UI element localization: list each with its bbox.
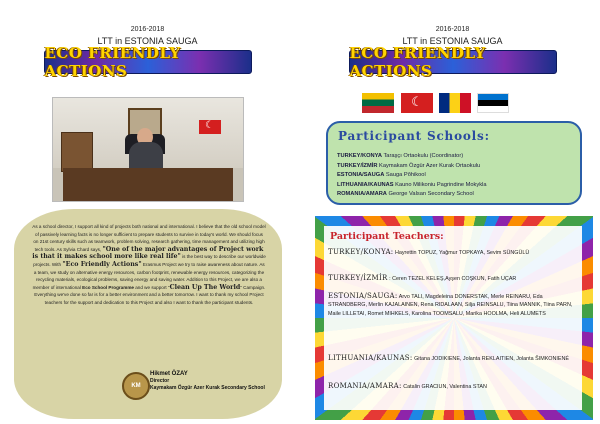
ltt-label: LTT in ESTONIA SAUGA bbox=[97, 36, 198, 46]
teacher-row: LITHUANIA/KAUNAS: Gitana JODIKIENE, Jolanta REKLAITIEN, Jolanta ŠIMKONIENĖ bbox=[328, 354, 569, 362]
right-page bbox=[305, 0, 600, 424]
director-office-photo bbox=[52, 97, 244, 202]
teachers-title: Participant Teachers: bbox=[330, 231, 444, 242]
estonia-flag-icon bbox=[477, 93, 509, 113]
title-text: ECO FRIENDLY ACTIONS bbox=[44, 44, 181, 80]
years-label: 2016-2018 bbox=[130, 26, 165, 33]
letter-p4: and we support " bbox=[133, 284, 170, 290]
teacher-row: TURKEY/KONYA: Hayrettin TOPUZ, Yağmur TOPKAYA, Sevim SÜNGÜLÜ bbox=[328, 248, 530, 256]
romania-flag-icon bbox=[439, 93, 471, 113]
letter-p5: " Campaign. Everything we've done so far is for a better environment and a better tomorrow. I want to thank my school Project teachers for the support and dedication to this Project and also I want to thank the participant students. bbox=[34, 284, 266, 305]
title-banner bbox=[349, 44, 557, 80]
turkey-flag-icon: ☾ bbox=[401, 93, 433, 113]
participant-schools-box bbox=[326, 121, 582, 205]
turkish-flag-icon bbox=[199, 120, 221, 134]
school-item: TURKEY/KONYA Taraşçı Ortaokulu (Coordinator) bbox=[337, 153, 464, 159]
participant-teachers-box bbox=[315, 216, 593, 420]
lithuania-flag-icon bbox=[362, 93, 394, 113]
title-banner bbox=[44, 44, 252, 80]
years-label: 2016-2018 bbox=[435, 26, 470, 33]
school-item: TURKEY/İZMİR Kaymakam Özgür Azer Kurak Ortaokulu bbox=[337, 162, 481, 169]
letter-p2: is the best way to describe our worldwide projects. With bbox=[33, 254, 266, 267]
letter-p1: As a school director, I support all kind of projects both national and international. I believe that the old school model of passively learning facts is no longer sufficient to prepare students to survive in today's world. We should focus on 21st century skills such as teamwork, problem solving, research gathering, time management and utilizing high tech tools. As Sylvia Chard says, bbox=[32, 224, 266, 252]
title-text: ECO FRIENDLY ACTIONS bbox=[349, 44, 486, 80]
director-role: Director bbox=[150, 378, 170, 384]
signature-block bbox=[150, 371, 265, 392]
teacher-row: TURKEY/İZMİR : Ceren TEZEL KELEŞ,Ayşen COŞKUN, Fatih UÇAR bbox=[328, 274, 517, 282]
schools-title: Participant Schools: bbox=[338, 129, 490, 143]
director-name: Hikmet ÖZAY bbox=[150, 371, 188, 377]
ltt-label: LTT in ESTONIA SAUGA bbox=[402, 36, 503, 46]
letter-eco: "Eco Friendly Actions" bbox=[62, 260, 142, 268]
letter-clean: Clean Up The World bbox=[169, 283, 241, 291]
school-item: ESTONIA/SAUGA Sauga Põhikool bbox=[337, 172, 426, 178]
letter-p3: Erasmus Project we try to raise awareness about nature. As a team, we study on alternative energy resources, carbon footprint, renewable energy resources, categorizing the recycling materials, ecological problems, saving energy and saving water. Addition to this Project, we are also a member of international bbox=[32, 261, 265, 290]
teacher-row: ESTONIA/SAUGA: Arvo TALI, Magdeleina DONERSTAK, Merle REINARU, Eda STRANDBERG, Merlin KAJALAINEN, Rena RIDALAAN, Silja REINSALU, Tiina MANNIK, Tiina PARN, Maile LILLETAI, Romet MIHKELS, Karolina TOOMSALU, Marika HOOLMA, Heli ALUMETS bbox=[328, 292, 573, 317]
school-logo-icon: KM bbox=[122, 372, 150, 400]
director-school: Kaymakam Özgür Azer Kurak Secondary School bbox=[150, 385, 265, 391]
letter-quote: "One of the major advantages of Project work is that it makes school more like real life" bbox=[32, 245, 264, 261]
school-item: LITHUANIA/KAUNAS Kauno Milikoniu Pagrindine Mokykla bbox=[337, 181, 487, 188]
letter-ecoschools: Eco School Programme bbox=[82, 284, 134, 290]
teacher-row: ROMANIA/AMARA: Catalin GRACIUN, Valentina STAN bbox=[328, 382, 487, 390]
left-page bbox=[0, 0, 295, 424]
school-item: ROMANIA/AMARA George Valsan Secondary School bbox=[337, 191, 474, 197]
